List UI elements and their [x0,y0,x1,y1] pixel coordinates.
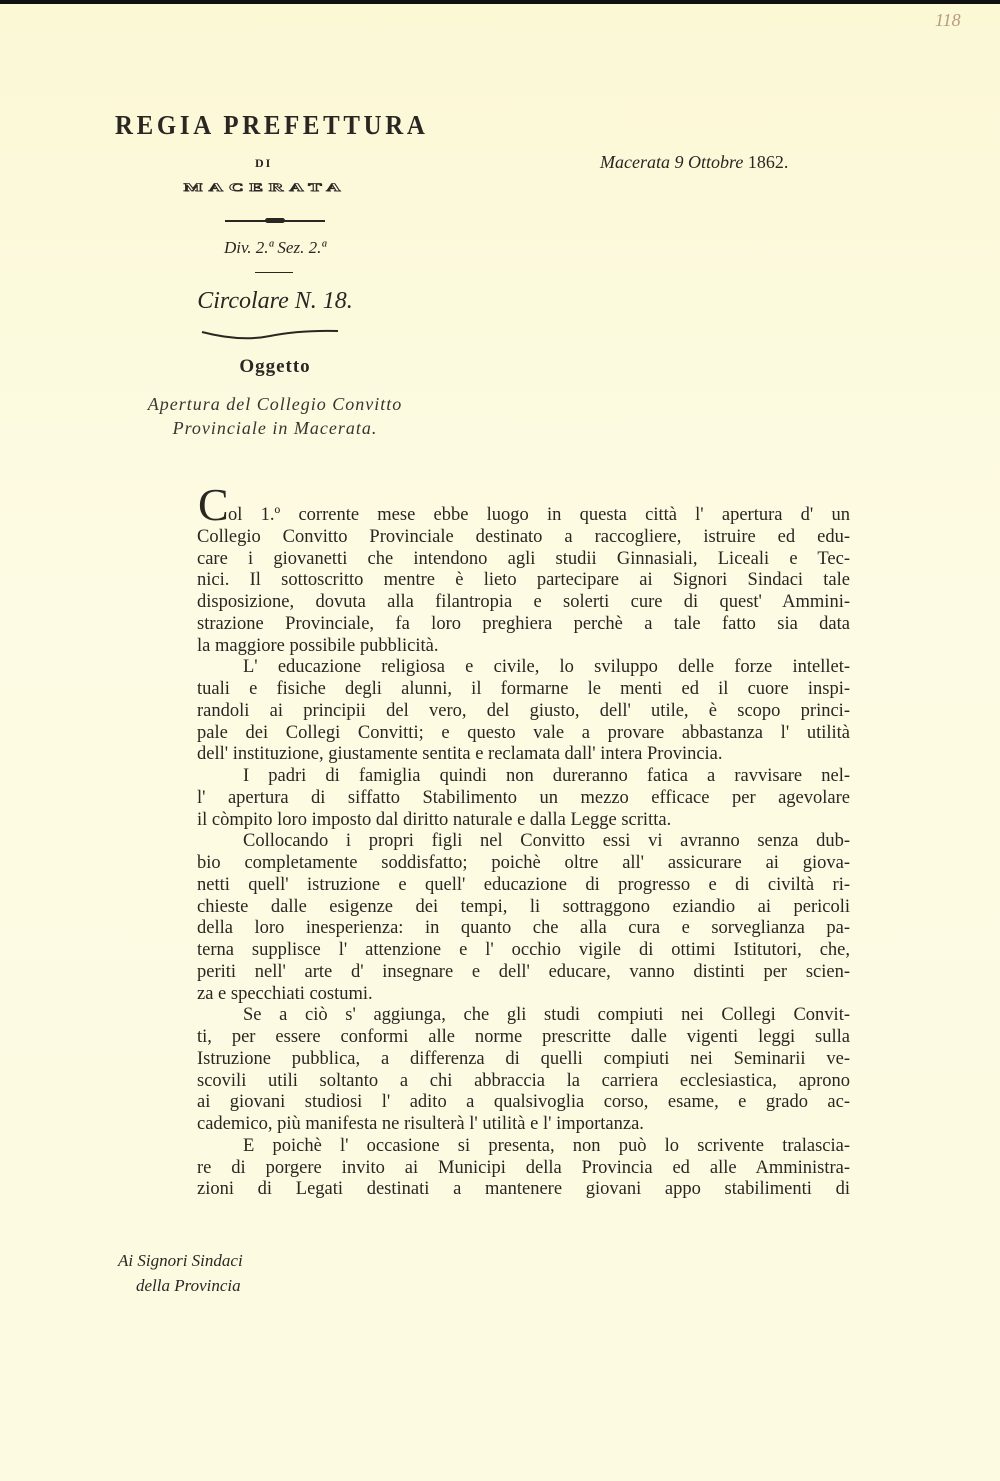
body-line: disposizione, dovuta alla filantropia e solerti cure di quest' Ammini- [197,592,850,612]
body-line: scovili utili soltanto a chi abbraccia la carriera ecclesiastica, aprono [197,1070,850,1091]
body-line: Se a ciò s' aggiunga, che gli studi compiuti nei Collegi Convit- [243,1005,850,1026]
addressee [118,1248,243,1298]
body-line: l' apertura di siffatto Stabilimento un mezzo efficace per agevolare [197,787,850,808]
body-line: Collocando i propri figli nel Convitto essi vi avranno senza dub- [243,831,850,852]
date-place: Macerata 9 Ottobre [600,152,744,172]
body-line: ai giovani studiosi l' adito a qualsivoglia corso, esame, e grado ac- [197,1092,850,1113]
body-line: care i giovanetti che intendono agli studii Ginnasiali, Liceali e Tec- [197,548,850,569]
body-line: nici. Il sottoscritto mentre è lieto partecipare ai Signori Sindaci tale [197,570,850,591]
body-line: il còmpito loro imposto dal diritto naturale e dalla Legge scritta. [197,809,672,830]
body-line: netti quell' istruzione e quell' educazione di progresso e di civiltà ri- [197,874,850,895]
body-line: dell' instituzione, giustamente sentita e reclamata dall' intera Provincia. [197,744,723,765]
body-line: randoli ai principii del vero, del giusto, dell' utile, è scopo princi- [197,700,850,721]
addressee-line: della Provincia [136,1276,241,1295]
body-line: Collegio Convitto Provinciale destinato a raccogliere, istruire ed edu- [197,526,850,547]
body-line: zioni di Legati destinati a mantenere giovani appo stabilimenti di [197,1179,850,1200]
subject-text [120,392,430,440]
handwritten-page-number: 118 [935,10,961,30]
letterhead-city: MACERATA [183,180,347,194]
body-line: chieste dalle esigenze dei tempi, li sottraggono eziandio ai pericoli [197,896,850,917]
letterhead-title: REGIA PREFETTURA [115,110,429,140]
body-line: cademico, più manifesta ne risulterà l' utilità e l' importanza. [197,1114,644,1134]
body-line: ti, per essere conformi alle norme prescritte dalle vigenti leggi sulla [197,1027,850,1047]
subject-heading: Oggetto [239,356,311,377]
body-line: pale dei Collegi Convitti; e questo vale a provare abbastanza l' utilità [197,722,850,743]
body-line: ol 1.º corrente mese ebbe luogo in questa città l' apertura d' un [228,505,850,525]
body-line: E poichè l' occasione si presenta, non può lo scrivente tralascia- [243,1135,850,1156]
body-line: periti nell' arte d' insegnare e dell' educare, vanno distinti per scien- [197,961,850,982]
body-line: re di porgere invito ai Municipi della Provincia ed alle Amministra- [197,1157,850,1178]
addressee-line: Ai Signori Sindaci [118,1251,243,1270]
date-line [600,152,788,173]
subject-line: Provinciale in Macerata. [172,418,378,438]
body-line: I padri di famiglia quindi non dureranno fatica a ravvisare nel- [243,766,850,786]
body-line: terna supplisce l' attenzione e l' occhio vigile di ottimi Istitutori, che, [197,940,850,960]
ornament-divider [225,220,325,222]
swash-ornament [200,328,340,342]
subject-line: Apertura del Collegio Convitto [147,394,403,414]
letterhead-di: DI [255,156,273,170]
divider [255,272,293,273]
body-line: L' educazione religiosa e civile, lo sviluppo delle forze intellet- [243,657,850,678]
circular-number: Circolare N. 18. [197,288,353,314]
body-line: Istruzione pubblica, a differenza di quelli compiuti nei Seminarii ve- [197,1048,850,1069]
body-line: la maggiore possibile pubblicità. [197,635,439,656]
scan-border [0,0,1000,4]
body-line: za e specchiati costumi. [197,983,373,1004]
drop-cap: C [198,479,229,530]
body-line: tuali e fisiche degli alunni, il formarne le menti ed il cuore inspi- [197,679,850,699]
body-line: della loro inesperienza: in quanto che alla cura e sorveglianza pa- [197,918,850,939]
date-year: 1862. [747,152,789,172]
body-line: bio completamente soddisfatto; poichè oltre all' assicurare ai giova- [197,853,850,873]
division-section: Div. 2.ª Sez. 2.ª [223,238,327,257]
body-line: strazione Provinciale, fa loro preghiera perchè a tale fatto sia data [197,613,850,634]
